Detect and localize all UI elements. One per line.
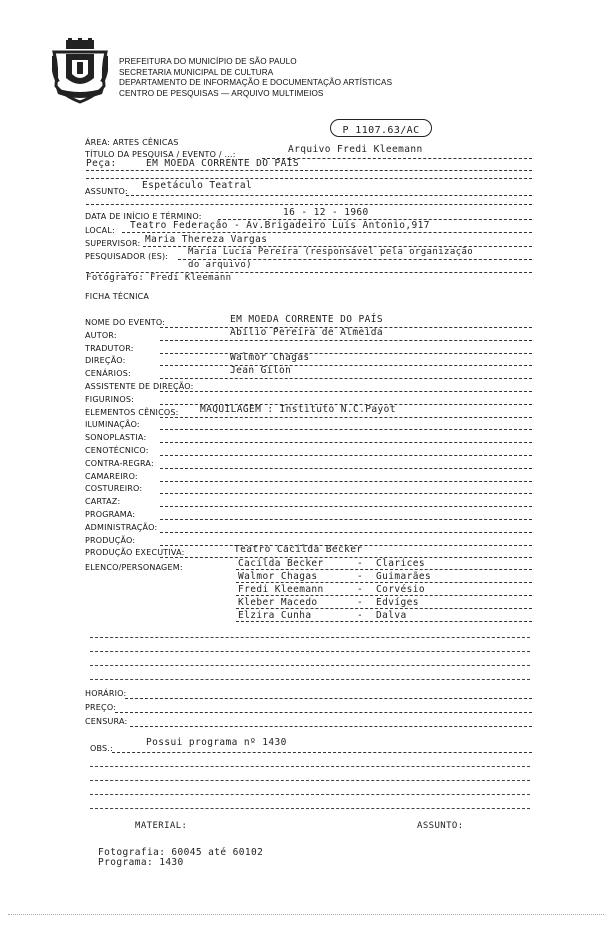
field-line [160,455,532,456]
pesquisador-label: PESQUISADOR (ES): [85,252,169,261]
censura-label: CENSURA: [85,717,128,726]
horario-label: HORÁRIO: [85,689,127,698]
blank-line [90,780,530,781]
data-label: DATA DE INÍCIO E TÉRMINO: [85,212,202,221]
censura-line [130,726,532,727]
pesquisador-value-2: do arquivo) [188,260,253,270]
field-line [160,506,532,507]
obs-line [112,752,532,753]
pesquisador-value-1: Maria Lucia Pereira (responsável pela organização [188,247,474,257]
titulo-line [262,158,532,159]
cast-separator: - [357,610,364,621]
cast-character: Edvíges [376,597,419,608]
field-label: ADMINISTRAÇÃO: [85,523,158,532]
field-label: ILUMINAÇÃO: [85,420,140,429]
cast-separator: - [357,571,364,582]
field-line [160,481,532,482]
preco-label: PREÇO: [85,703,117,712]
field-value: MAQUILAGEM : Instituto N.C.Payot [200,404,396,415]
field-label: ASSISTENTE DE DIREÇÃO: [85,382,194,391]
programa-number: Programa: 1430 [98,857,184,868]
elenco-label: ELENCO/PERSONAGEM: [85,563,183,572]
preco-line [115,712,532,713]
assunto-line [126,195,532,196]
blank-line [90,808,530,809]
assunto-value: Espetáculo Teatral [142,180,253,191]
peca-label: Peça: [86,158,117,169]
assunto-label: ASSUNTO: [85,187,128,196]
cast-character: Guimarães [376,571,432,582]
data-value: 16 - 12 - 1960 [283,207,369,218]
institution-header [119,57,392,99]
fotografo-note: Fotógrafo: Fredi Kleemann [86,273,232,283]
cast-actor: Walmor Chagas [238,571,318,582]
cast-actor: Elzira Cunha [238,610,312,621]
field-label: FIGURINOS: [85,395,134,404]
peca-value: EM MOEDA CORRENTE DO PAÍS [146,158,299,169]
titulo-label: TÍTULO DA PESQUISA / EVENTO / ...: [85,150,236,159]
field-line [160,532,532,533]
blank-line [90,651,530,652]
obs-value: Possui programa nº 1430 [146,737,287,748]
field-label: COSTUREIRO: [85,484,143,493]
field-label: CENOTÉCNICO: [85,446,149,455]
blank-line [90,766,530,767]
supervisor-value: Maria Thereza Vargas [145,234,268,245]
blank-line [86,204,532,205]
titulo-value: Arquivo Fredi Kleemann [288,144,423,155]
cast-actor: Cacilda Becker [238,558,324,569]
archive-code: P 1107.63/AC [342,125,420,136]
cast-actor: Fredi Kleemann [238,584,324,595]
field-label: AUTOR: [85,331,117,340]
fotografia-range: Fotografia: 60045 até 60102 [98,847,264,858]
cast-line [236,595,532,596]
field-value: Jean Gilon [230,365,292,376]
field-line [160,429,532,430]
cast-character: Dalva [376,610,407,621]
area-label: ÁREA: ARTES CÊNICAS [85,138,179,147]
supervisor-label: SUPERVISOR: [85,239,141,248]
local-label: LOCAL: [85,226,115,235]
ficha-tecnica-heading: FICHA TÉCNICA [85,292,150,301]
header-line-4: CENTRO DE PESQUISAS — ARQUIVO MULTIMEIOS [119,88,324,98]
field-label: ELEMENTOS CÊNICOS: [85,408,179,417]
cast-character: Clarices [376,558,425,569]
header-line-2: SECRETARIA MUNICIPAL DE CULTURA [119,67,274,77]
field-label: CONTRA-REGRA: [85,459,154,468]
coat-of-arms-logo [52,38,108,104]
cast-actor: Kleber Macedo [238,597,318,608]
field-line [160,468,532,469]
material-heading: MATERIAL: [135,821,188,831]
field-label: PRODUÇÃO: [85,536,136,545]
cast-line [236,569,532,570]
archive-code-stamp [330,119,432,137]
cast-character: Corvésio [376,584,425,595]
field-line [160,340,532,341]
obs-label: OBS.: [90,744,113,753]
field-line [160,442,532,443]
field-line [160,365,532,366]
field-line [160,417,532,418]
local-line [122,232,532,233]
field-line [160,353,532,354]
field-label: TRADUTOR: [85,344,134,353]
field-label: SONOPLASTIA: [85,433,147,442]
field-label: CARTAZ: [85,497,121,506]
field-line [160,519,532,520]
field-value: EM MOEDA CORRENTE DO PAÍS [230,314,383,325]
blank-line [90,794,530,795]
field-value: Walmor Chagas [230,352,310,363]
field-line [160,378,532,379]
blank-line [90,637,530,638]
local-value: Teatro Federação - Av.Brigadeiro Luís Antonio,917 [130,220,430,231]
peca-underline [86,170,532,171]
cast-separator: - [357,597,364,608]
field-line [160,557,532,558]
cast-line [236,621,532,622]
cast-separator: - [357,558,364,569]
header-line-1: PREFEITURA DO MUNICÍPIO DE SÃO PAULO [119,57,297,66]
field-value: Abílio Pereira de Almeida [230,327,383,338]
field-label: PRODUÇÃO EXECUTIVA: [85,548,185,557]
field-value: Teatro Cacilda Becker [234,544,363,555]
cast-separator: - [357,584,364,595]
field-label: CAMAREIRO: [85,472,138,481]
field-line [160,493,532,494]
field-line [160,391,532,392]
header-line-3: DEPARTAMENTO DE INFORMAÇÃO E DOCUMENTAÇÃO ARTÍSTICAS [119,78,393,87]
scan-edge [8,914,604,915]
cast-line [236,608,532,609]
field-label: NOME DO EVENTO: [85,318,166,327]
field-label: PROGRAMA: [85,510,136,519]
field-label: DIREÇÃO: [85,356,126,365]
blank-line [86,178,532,179]
blank-line [90,679,530,680]
horario-line [125,698,532,699]
cast-line [236,582,532,583]
blank-line [90,665,530,666]
assunto-heading: ASSUNTO: [417,821,464,831]
field-label: CENÁRIOS: [85,369,131,378]
